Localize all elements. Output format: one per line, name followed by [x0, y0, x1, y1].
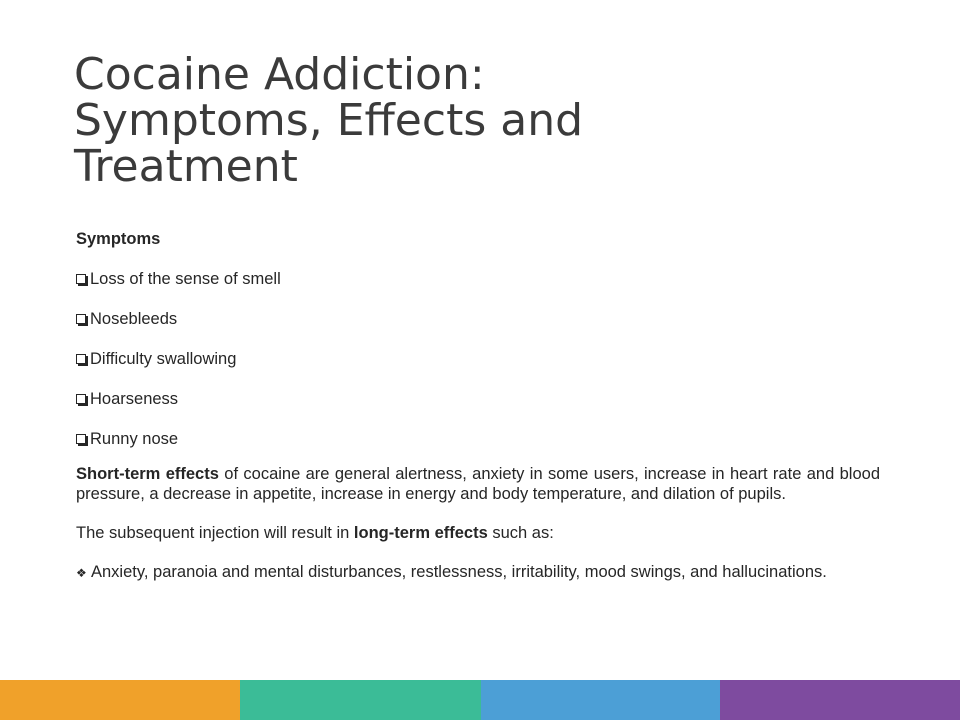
symptom-text: Hoarseness	[90, 390, 179, 408]
long-term-suffix: such as:	[487, 524, 554, 542]
footer-bar-orange	[0, 680, 240, 720]
short-term-paragraph	[76, 464, 880, 504]
symptoms-list	[76, 268, 880, 450]
list-item	[76, 428, 880, 450]
title-line-2: Symptoms, Effects and	[74, 95, 584, 146]
slide-title	[74, 49, 874, 192]
symptom-text: Nosebleeds	[90, 310, 178, 328]
checkbox-bullet-icon	[76, 314, 86, 324]
checkbox-bullet-icon	[76, 434, 86, 444]
list-item	[76, 388, 880, 410]
symptom-text: Loss of the sense of smell	[90, 270, 281, 288]
footer-bar-blue	[481, 680, 720, 720]
symptoms-heading: Symptoms	[76, 230, 161, 248]
slide-body	[76, 228, 880, 586]
long-term-intro	[76, 522, 880, 544]
diamond-bullet-icon: ❖	[76, 566, 87, 580]
long-term-item	[76, 560, 880, 586]
list-item	[76, 268, 880, 290]
long-term-prefix: The subsequent injection will result in	[76, 524, 354, 542]
title-line-1: Cocaine Addiction:	[74, 49, 485, 100]
short-term-text: of cocaine are general alertness, anxiety in some users, increase in heart rate and blood pressure, a decrease in appetite, increase in energy and body temperature, and dilation of pupils.	[76, 465, 880, 503]
title-line-3: Treatment	[74, 141, 298, 192]
checkbox-bullet-icon	[76, 394, 86, 404]
long-term-bold: long-term effects	[353, 524, 488, 542]
list-item	[76, 308, 880, 330]
long-term-item-text: Anxiety, paranoia and mental disturbances, restlessness, irritability, mood swings, and hallucinations.	[91, 563, 827, 581]
checkbox-bullet-icon	[76, 274, 86, 284]
short-term-bold: Short-term effects	[76, 465, 219, 483]
footer-bar-green	[240, 680, 481, 720]
footer-bar-purple	[720, 680, 960, 720]
symptom-text: Runny nose	[90, 430, 179, 448]
list-item	[76, 348, 880, 370]
checkbox-bullet-icon	[76, 354, 86, 364]
symptom-text: Difficulty swallowing	[90, 350, 237, 368]
